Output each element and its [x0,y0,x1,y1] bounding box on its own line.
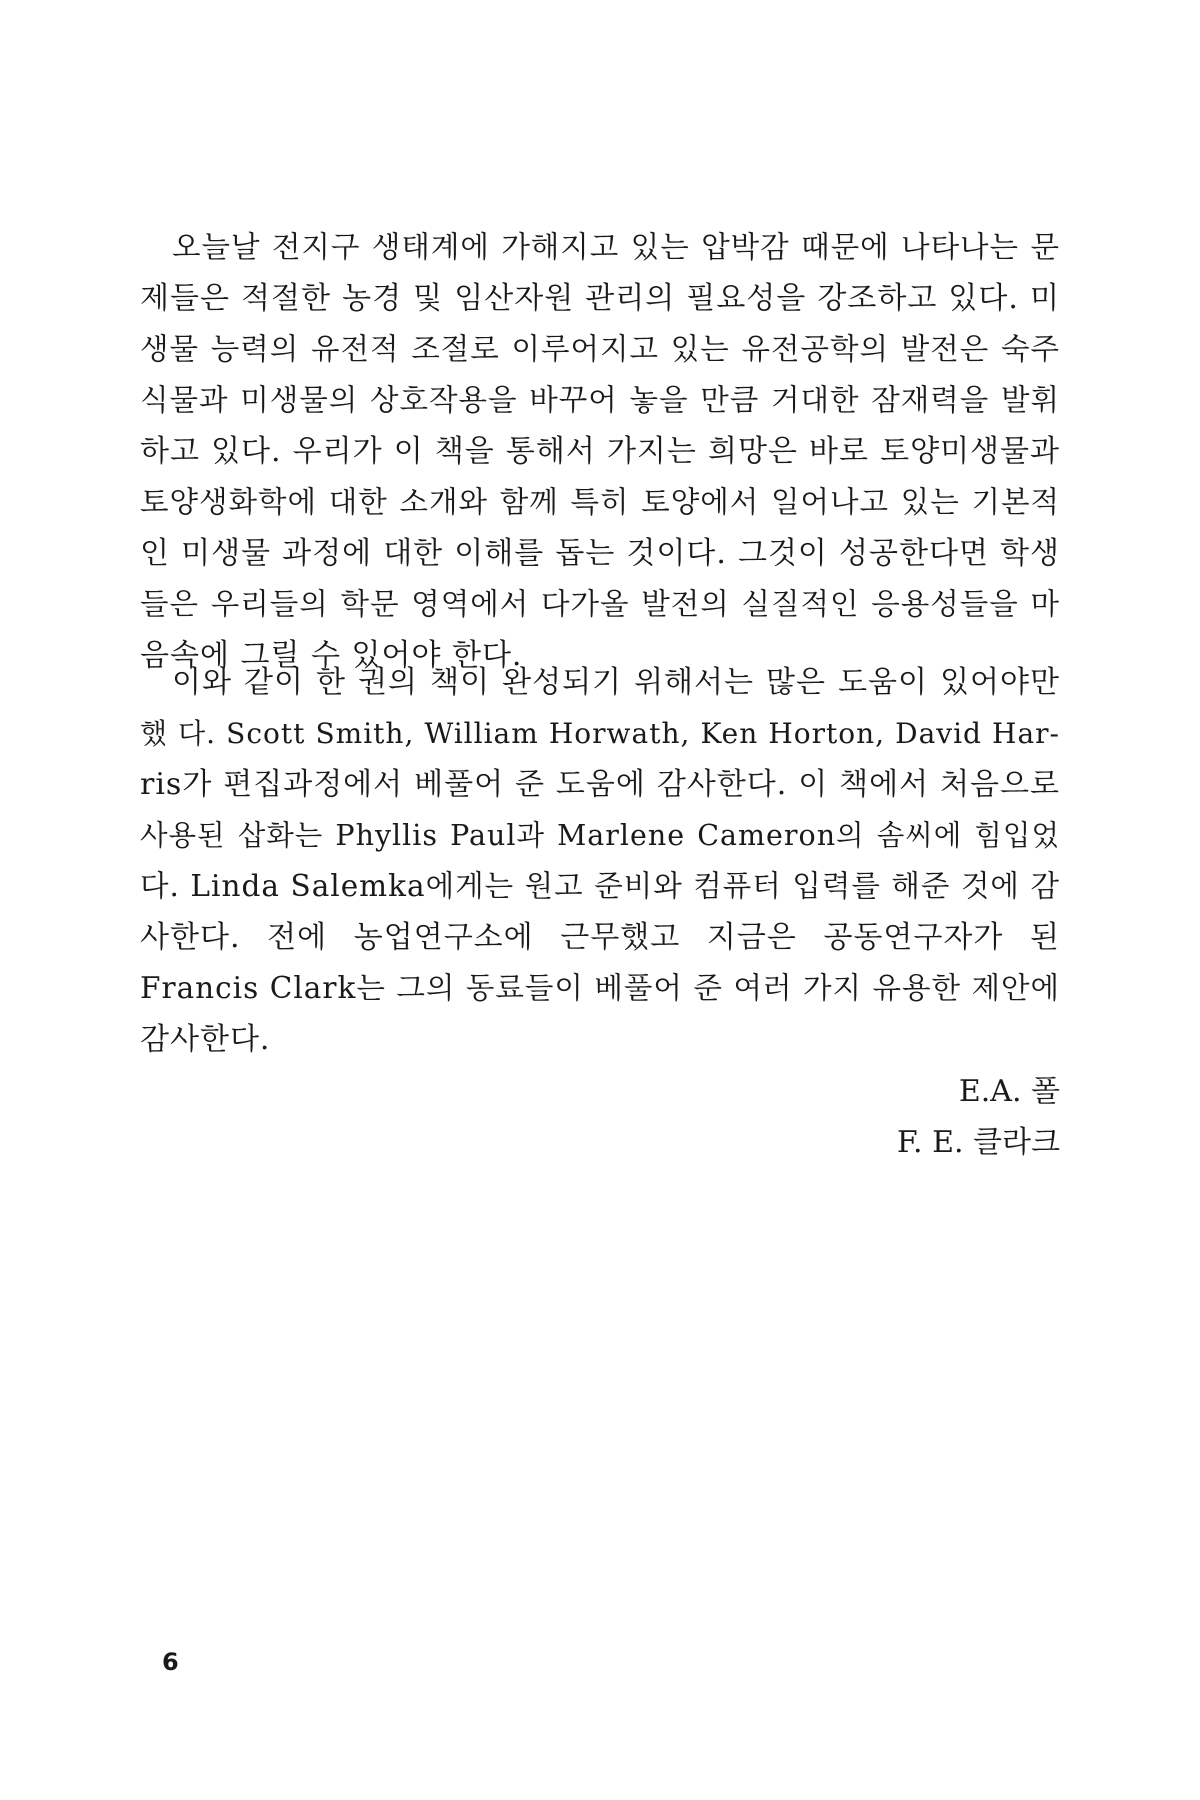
paragraph-1 [140,222,1060,681]
paragraph-line: 이와 같이 한 권의 책이 완성되기 위해서는 많은 도움이 있어야만 [172,665,1060,700]
paragraph-line: 감사한다. [140,1022,271,1057]
page-number: 6 [162,1648,179,1676]
paragraph-line: 토양생화학에 대한 소개와 함께 특히 토양에서 일어나고 있는 기본적 [140,485,1060,519]
paragraph-line: 들은 우리들의 학문 영역에서 다가올 발전의 실질적인 응용성들을 마 [140,587,1060,621]
paragraph-line: 인 미생물 과정에 대한 이해를 돕는 것이다. 그것이 성공한다면 학생 [140,536,1060,571]
paragraph-line: Francis Clark는 그의 동료들이 베풀어 준 여러 가지 유용한 제안에 [140,971,1060,1005]
paragraph-line: 다. Linda Salemka에게는 원고 준비와 컴퓨터 입력를 해준 것에 감 [140,869,1060,903]
paragraph-line: 음속에 그릴 수 있어야 한다. [140,638,523,673]
paragraph-line: 사용된 삽화는 Phyllis Paul과 Marlene Cameron의 솜씨에 힘입었 [140,819,1060,852]
paragraph-line: 식물과 미생물의 상호작용을 바꾸어 놓을 만큼 거대한 잠재력을 발휘 [140,383,1060,417]
paragraph-line: 하고 있다. 우리가 이 책을 통해서 가지는 희망은 바로 토양미생물과 [140,434,1060,469]
paragraph-line: 사한다. 전에 농업연구소에 근무했고 지금은 공동연구자가 된 [140,920,1060,955]
paragraph-line: ris가 편집과정에서 베풀어 준 도움에 감사한다. 이 책에서 처음으로 [140,767,1060,802]
paragraph-line: 했 다. Scott Smith, William Horwath, Ken Horton, David Har- [140,717,1060,750]
paragraph-line: 제들은 적절한 농경 및 임산자원 관리의 필요성을 강조하고 있다. 미 [140,281,1060,316]
paragraph-line: 오늘날 전지구 생태계에 가해지고 있는 압박감 때문에 나타나는 문 [172,230,1060,264]
signature-author-1: E.A. 폴 [958,1074,1060,1109]
signature-author-2: F. E. 클라크 [896,1125,1060,1160]
paragraph-line: 생물 능력의 유전적 조절로 이루어지고 있는 유전공학의 발전은 숙주 [140,332,1060,366]
paragraph-2 [140,657,1060,1065]
